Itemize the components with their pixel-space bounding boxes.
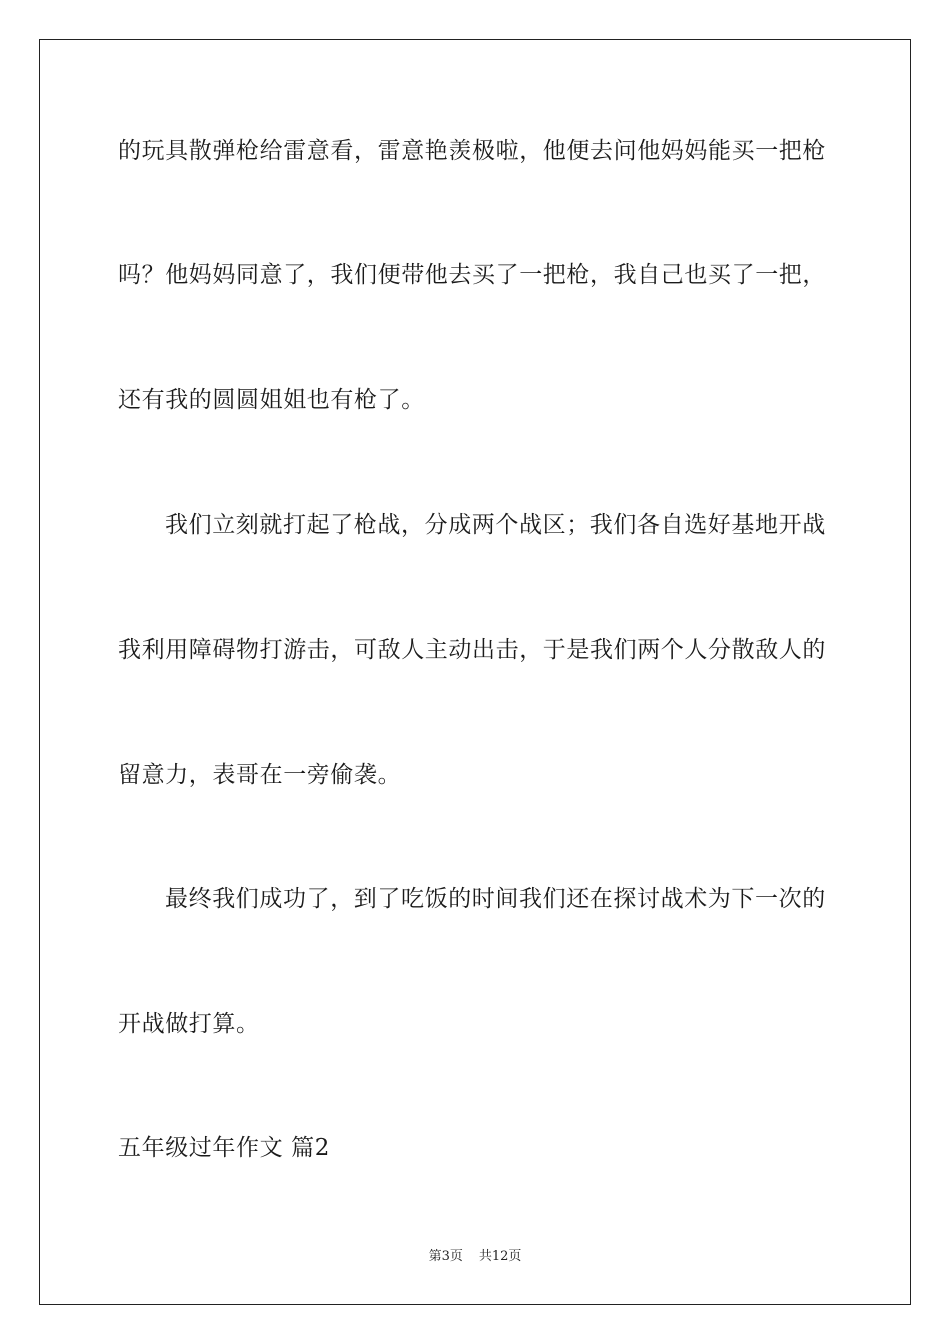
page-number: 第3页 xyxy=(428,1249,463,1264)
body-line: 我利用障碍物打游击，可敌人主动出击，于是我们两个人分散敌人的 xyxy=(118,637,826,663)
section-heading: 五年级过年作文 篇2 xyxy=(118,1135,330,1161)
body-line: 吗？他妈妈同意了，我们便带他去买了一把枪，我自己也买了一把， xyxy=(118,262,826,288)
page-footer xyxy=(0,1248,950,1266)
body-line: 开战做打算。 xyxy=(118,1011,260,1037)
body-line: 我们立刻就打起了枪战，分成两个战区；我们各自选好基地开战 xyxy=(165,512,826,538)
page-total: 共12页 xyxy=(478,1249,522,1264)
page-border xyxy=(39,39,911,1305)
body-line: 的玩具散弹枪给雷意看，雷意艳羡极啦，他便去问他妈妈能买一把枪 xyxy=(118,138,826,164)
body-line: 还有我的圆圆姐姐也有枪了。 xyxy=(118,387,425,413)
body-line: 留意力，表哥在一旁偷袭。 xyxy=(118,762,402,788)
body-line: 最终我们成功了，到了吃饭的时间我们还在探讨战术为下一次的 xyxy=(165,886,826,912)
